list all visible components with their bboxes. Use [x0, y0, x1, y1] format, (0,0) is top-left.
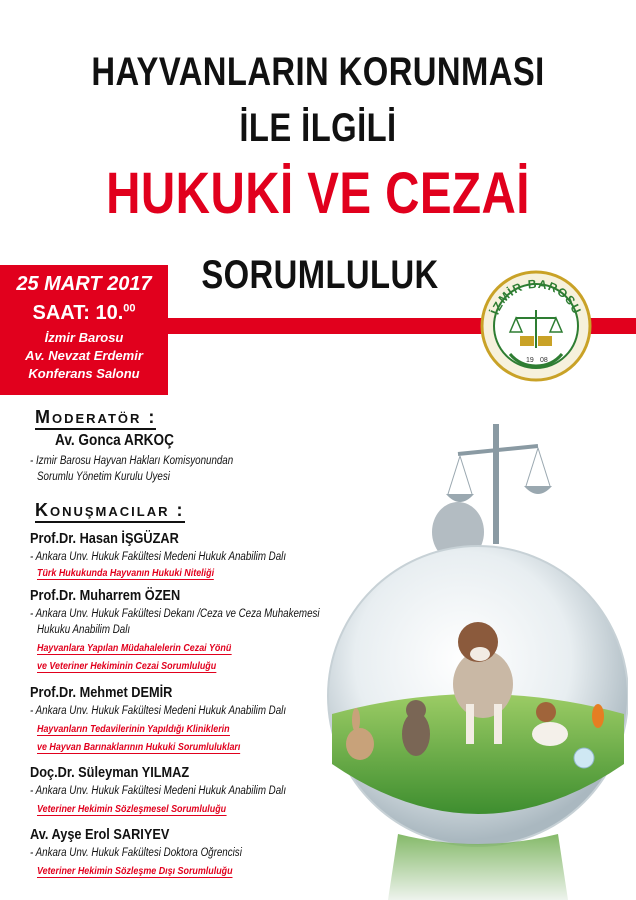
speaker-topic [37, 723, 230, 736]
speaker-affiliation: - Ankara Ünv. Hukuk Fakültesi Dekanı /Ceza ve Ceza Muhakemesi [30, 608, 320, 620]
cat-icon [402, 700, 430, 756]
izmir-barosu-logo [480, 270, 592, 382]
speaker-name: Av. Ayşe Erol SARIYEV [30, 826, 170, 843]
speaker-topic [37, 803, 226, 816]
moderator-name: Av. Gonca ARKOÇ [55, 432, 174, 449]
event-date: 25 MART 2017 [16, 273, 152, 295]
speaker-name: Prof.Dr. Mehmet DEMİR [30, 684, 173, 701]
event-venue-line-3: Konferans Salonu [28, 366, 140, 381]
logo-year-right: 08 [540, 357, 548, 364]
speaker-affiliation: - Ankara Ünv. Hukuk Fakültesi Medeni Hukuk Anabilim Dalı [30, 785, 287, 797]
speaker-topic [37, 865, 233, 878]
speaker-affiliation: - Ankara Ünv. Hukuk Fakültesi Medeni Hukuk Anabilim Dalı [30, 705, 287, 717]
speaker-name: Doç.Dr. Süleyman YILMAZ [30, 764, 190, 781]
poster-title-line-4: SORUMLULUK [201, 253, 439, 297]
speaker-topic-line-2: ve Hayvan Barınaklarının Hukuki Sorumlulukları [37, 741, 241, 753]
speakers-heading: Konuşmacılar : [35, 500, 185, 520]
moderator-affiliation-line-1: - İzmir Barosu Hayvan Hakları Komisyonundan [30, 455, 234, 467]
speaker-name: Prof.Dr. Hasan İŞGÜZAR [30, 530, 179, 547]
moderator-heading: Moderatör : [35, 407, 157, 427]
speaker-topic-line-1: Hayvanların Tedavilerinin Yapıldığı Kliniklerin [37, 723, 230, 735]
speaker-topic-line-1: Hayvanlara Yapılan Müdahalelerin Cezai Yönü [37, 642, 232, 654]
speaker-topic [37, 660, 216, 673]
event-info-box [0, 265, 168, 395]
speaker-topic [37, 741, 240, 754]
moderator-affiliation-line-2: Sorumlu Yönetim Kurulu Üyesi [37, 471, 170, 483]
fishbowl-icon [574, 748, 594, 768]
speaker-topic-line-2: ve Veteriner Hekiminin Cezai Sorumluluğu [37, 660, 217, 672]
poster-title-line-1: HAYVANLARIN KORUNMASI [91, 50, 545, 94]
speaker-topic [37, 567, 214, 580]
event-time-minutes: 00 [123, 302, 136, 315]
event-time [0, 302, 168, 325]
speaker-affiliation-line-2: Hukuku Anabilim Dalı [37, 624, 131, 636]
scales-of-justice-icon [432, 424, 552, 562]
event-venue-line-2: Av. Nevzat Erdemir [25, 348, 143, 363]
speaker-topic-line-1: Veteriner Hekimin Sözleşme Dışı Sorumluluğu [37, 865, 233, 877]
speaker-topic-line-1: Türk Hukukunda Hayvanın Hukuki Niteliği [37, 567, 215, 579]
logo-year-left: 19 [526, 357, 534, 364]
poster-title-line-2: İLE İLGİLİ [239, 106, 397, 150]
poster-title-line-3: HUKUKİ VE CEZAİ [106, 161, 530, 226]
speaker-topic-line-1: Veteriner Hekimin Sözleşmesel Sorumluluğu [37, 803, 227, 815]
event-time-label: SAAT: 10. [32, 302, 124, 324]
parrot-icon [592, 704, 604, 728]
logo-text: İZMİR BAROSU [487, 276, 585, 317]
speaker-affiliation: - Ankara Ünv. Hukuk Fakültesi Doktora Öğrencisi [30, 847, 242, 859]
globe-with-animals-illustration [318, 414, 628, 900]
speaker-topic [37, 642, 231, 655]
speaker-name: Prof.Dr. Muharrem ÖZEN [30, 587, 181, 604]
event-venue-line-1: İzmir Barosu [44, 330, 124, 345]
speaker-affiliation: - Ankara Ünv. Hukuk Fakültesi Medeni Hukuk Anabilim Dalı [30, 551, 287, 563]
